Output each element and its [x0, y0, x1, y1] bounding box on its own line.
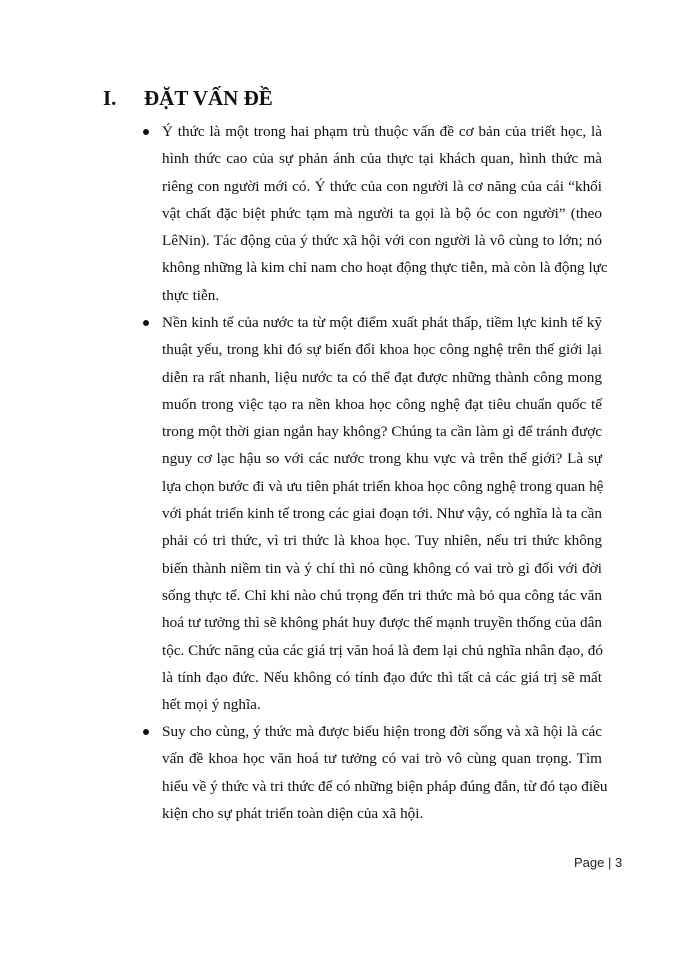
text-line: riêng con người mới có. Ý thức của con người là cơ năng của cái “khối	[162, 177, 602, 195]
text-line: thực tiễn.	[162, 286, 220, 304]
text-line: kiện cho sự phát triển toàn diện của xã hội.	[162, 804, 424, 822]
text-line: lựa chọn bước đi và ưu tiên phát triển khoa học công nghệ trong quan hệ	[162, 477, 604, 495]
text-line: hết mọi ý nghĩa.	[162, 696, 261, 714]
text-line: hiểu về ý thức và tri thức để có những biện pháp đúng đắn, từ đó tạo điều	[162, 777, 608, 795]
bullet-icon	[143, 129, 149, 135]
bullet-paragraph	[162, 118, 608, 309]
section-title: ĐẶT VẤN ĐỀ	[144, 86, 273, 110]
bullet-paragraph	[162, 309, 602, 718]
section-number: I.	[103, 86, 117, 110]
text-line: thuật yếu, trong khi đó sự biến đổi khoa học công nghệ trên thế giới lại	[162, 341, 602, 359]
text-line: Suy cho cùng, ý thức mà được biểu hiện trong đời sống và xã hội là các	[162, 723, 602, 740]
page-number: Page | 3	[574, 855, 623, 870]
text-line: sống thực tế. Chỉ khi nào chú trọng đến tri thức mà bỏ qua công tác văn	[162, 586, 602, 604]
text-line: biến thành niềm tin và ý chí thì nó cũng không có vai trò gì đối với đời	[162, 559, 602, 577]
text-line: LêNin). Tác động của ý thức xã hội với con người là vô cùng to lớn; nó	[162, 232, 602, 250]
text-line: phải có tri thức, vì tri thức là khoa học. Tuy nhiên, nếu tri thức không	[162, 532, 602, 550]
text-line: hình thức cao của sự phản ánh của thực tại khách quan, hình thức mà	[162, 150, 602, 168]
text-line: tộc. Chức năng của các giá trị văn hoá là đem lại chủ nghĩa nhân đạo, đó	[162, 641, 603, 659]
bullet-item	[140, 718, 608, 827]
text-line: không những là kim chỉ nam cho hoạt động thực tiễn, mà còn là động lực	[162, 259, 608, 277]
bullet-icon	[143, 729, 149, 735]
bullet-paragraph	[162, 718, 608, 827]
text-line: muốn trong việc tạo ra nền khoa học công nghệ đạt tiêu chuẩn quốc tế	[162, 395, 602, 413]
text-line: Ý thức là một trong hai phạm trù thuộc vấn đề cơ bản của triết học, là	[162, 123, 602, 140]
text-line: Nền kinh tế của nước ta từ một điểm xuất phát thấp, tiềm lực kinh tế kỹ	[162, 314, 602, 331]
text-line: diễn ra rất nhanh, liệu nước ta có thể đạt được những thành công mong	[162, 368, 602, 386]
bullet-item	[140, 309, 602, 718]
text-line: vấn đề khoa học văn hoá tư tưởng có vai trò vô cùng quan trọng. Tìm	[162, 750, 602, 768]
text-line: hoá tư tưởng thì sẽ không phát huy được thế mạnh truyền thống của dân	[162, 614, 602, 632]
text-line: vật chất đặc biệt phức tạm mà người ta gọi là bộ óc con người” (theo	[162, 204, 602, 222]
text-line: là tính đạo đức. Nếu không có tính đạo đức thì tất cả các giá trị sẽ mất	[162, 668, 602, 686]
text-line: trong một thời gian ngắn hay không? Chúng ta cần làm gì để tránh được	[162, 423, 602, 441]
bullet-icon	[143, 320, 149, 326]
text-line: với phát triển kinh tế trong các giai đoạn tới. Như vậy, có nghĩa là ta cần	[162, 505, 602, 523]
text-line: nguy cơ lạc hậu so với các nước trong khu vực và trên thế giới? Là sự	[162, 450, 602, 468]
bullet-item	[140, 118, 608, 309]
